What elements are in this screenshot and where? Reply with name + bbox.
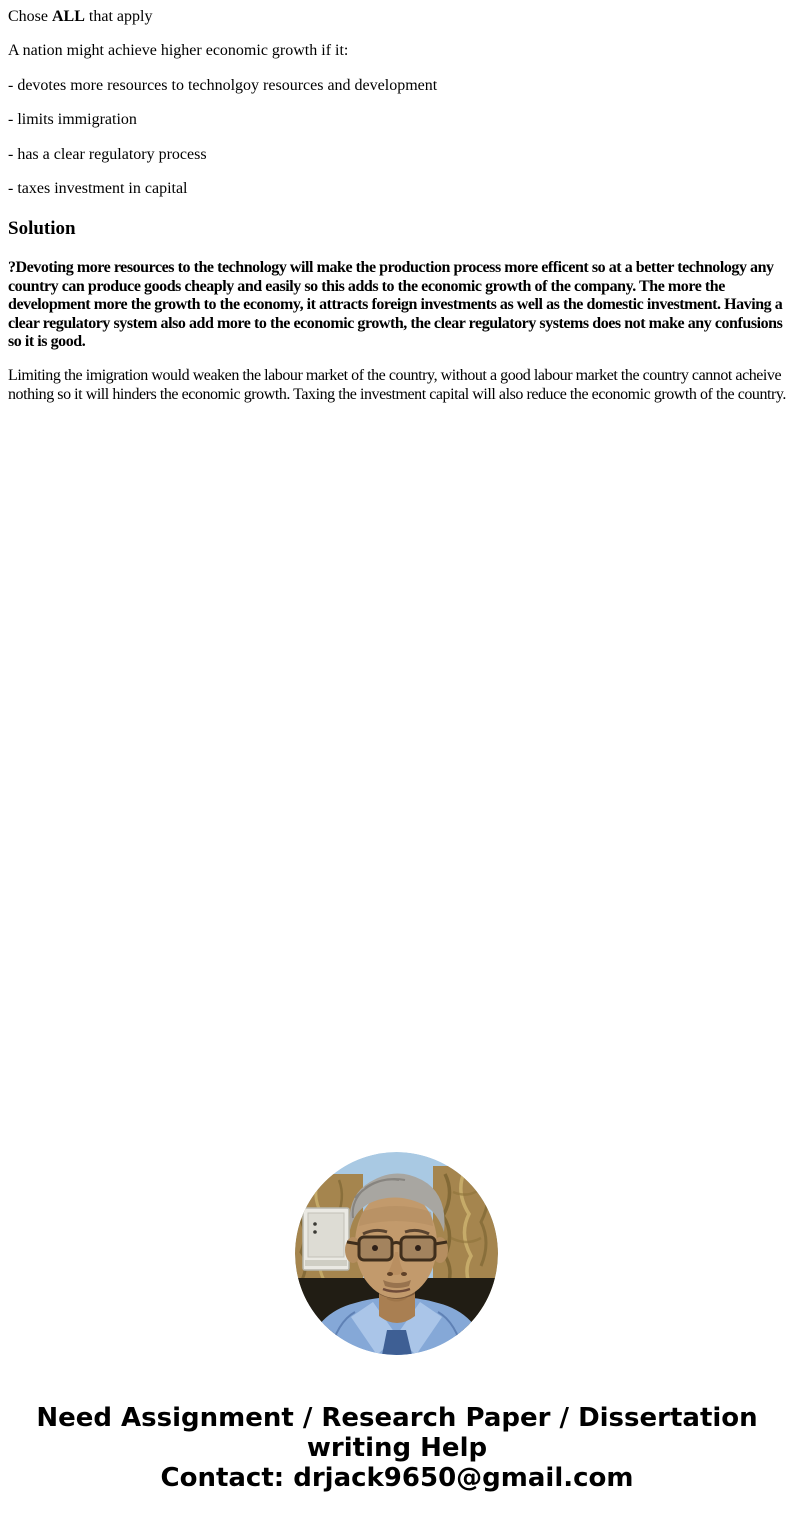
- document-body: [0, 0, 794, 404]
- question-prompt-bold-word: ALL: [52, 8, 85, 25]
- option-item-3: - has a clear regulatory process: [8, 145, 207, 163]
- avatar: [295, 1152, 498, 1355]
- question-section: [8, 8, 786, 198]
- footer-help-text: Need Assignment / Research Paper / Dissertation writing Help: [36, 1403, 758, 1463]
- question-prompt-prefix: Chose: [8, 8, 52, 25]
- avatar-window-frame: [303, 1208, 349, 1270]
- solution-heading: Solution: [8, 218, 76, 240]
- option-item-2: - limits immigration: [8, 111, 137, 129]
- solution-paragraph-bold: ?Devoting more resources to the technology will make the production process more efficent so at a better technology any country can produce goods cheaply and easily so this adds to the economic growth of the company. The more the development more the growth to the economy, it attracts foreign investments as well as the domestic investment. Having a clear regulatory system also add more to the economic growth, the clear regulatory systems does not make any confusions so it is good.: [8, 259, 783, 350]
- footer-contact: Contact: drjack9650@gmail.com: [160, 1463, 634, 1493]
- question-prompt-suffix: that apply: [84, 8, 153, 25]
- option-item-1: - devotes more resources to technolgoy resources and development: [8, 76, 438, 94]
- option-item-4: - taxes investment in capital: [8, 179, 188, 197]
- avatar-illustration: [295, 1152, 498, 1355]
- solution-paragraph-regular: Limiting the imigration would weaken the labour market of the country, without a good labour market the country cannot acheive nothing so it will hinders the economic growth. Taxing the investment capital will also reduce the economic growth of the country.: [8, 367, 786, 403]
- footer-banner: [0, 1403, 794, 1493]
- question-prompt: [8, 8, 786, 26]
- question-stem: A nation might achieve higher economic growth if it:: [8, 42, 349, 60]
